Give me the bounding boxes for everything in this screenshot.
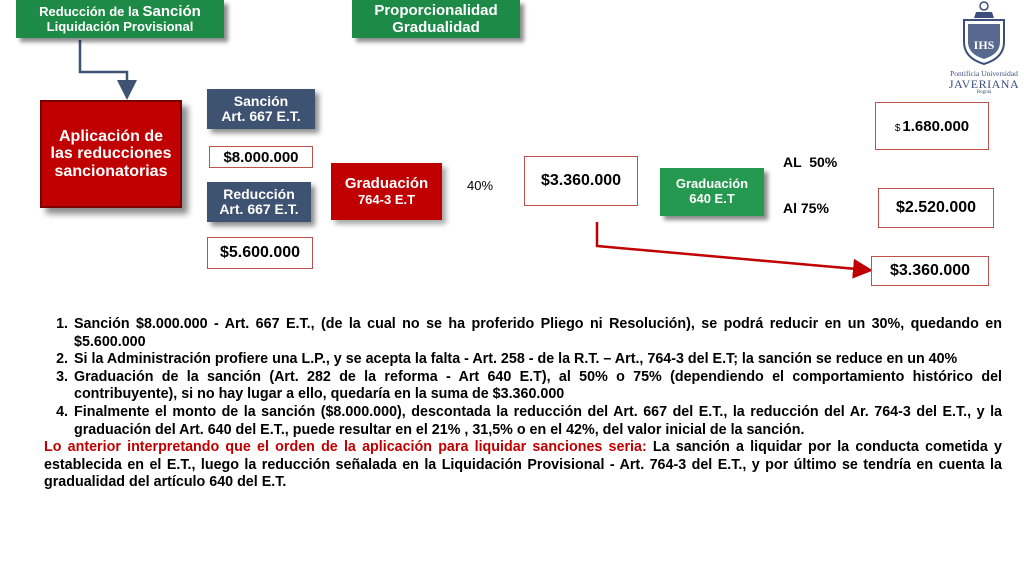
logo-line1: Pontificia Universidad — [950, 69, 1018, 78]
box-reduccion-line2: Liquidación Provisional — [46, 19, 194, 35]
box-reduccion-667 — [207, 182, 311, 222]
connector-reduccion-to-aplicacion — [80, 40, 127, 95]
note-item: 2. Si la Administración profiere una L.P., y se acepta la falta - Art. 258 - de la R.T. – Art., 764-3 del E.T; la sanción se reduce en un 40% — [72, 351, 1002, 369]
box-graduacion-764 — [331, 163, 442, 220]
conclusion-paragraph — [44, 439, 1002, 492]
box-aplicacion-reducciones — [40, 100, 182, 208]
logo-line2: JAVERIANA — [948, 77, 1020, 91]
logo-line3: Bogotá — [976, 90, 992, 95]
university-logo — [944, 0, 1024, 100]
connector-mid-to-final — [597, 222, 868, 270]
box-sancion-667 — [207, 89, 315, 129]
shield-icon — [956, 0, 1012, 66]
sancion-line1: Sanción — [233, 92, 289, 109]
box-graduacion-640 — [660, 168, 764, 216]
aplicacion-line2: las reducciones — [50, 145, 172, 163]
aplicacion-line1: Aplicación de — [58, 127, 164, 145]
reduccion-line1: Reducción — [223, 185, 295, 202]
label-pct-40: 40% — [467, 178, 494, 193]
value-reduccion: $5.600.000 — [207, 237, 313, 269]
value-1680-amount: 1.680.000 — [902, 117, 970, 135]
conclusion-red: Lo anterior interpretando que el orden de la aplicación para liquidar sanciones seria: — [44, 439, 647, 456]
value-mid: $3.360.000 — [524, 156, 638, 206]
note-item: 4. Finalmente el monto de la sanción ($8.000.000), descontada la reducción del Art. 667 del E.T., la reducción del Ar. 764-3 del E.T., y la graduación del Art. 640 del E.T., puede resultar en el 21% , 31,5% o en el 42%, del valor inicial de la sanción. — [72, 404, 1002, 439]
box-proporcionalidad — [352, 0, 520, 38]
note-item: 1. Sanción $8.000.000 - Art. 667 E.T., (de la cual no se ha proferido Pliego ni Resolución), se podrá reducir en un 30%, quedando en $5.600.000 — [72, 316, 1002, 351]
value-1680-currency: $ — [894, 122, 901, 134]
graduacion-764-line2: 764-3 E.T — [357, 191, 416, 207]
logo-monogram: IHS — [973, 38, 995, 52]
box-reduccion-line1: Reducción de la — [39, 3, 139, 19]
value-1680 — [875, 102, 989, 150]
box-reduccion-liquidacion — [16, 0, 224, 38]
notes-block — [40, 316, 1002, 492]
graduacion-764-line1: Graduación — [344, 175, 429, 193]
graduacion-640-line2: 640 E.T — [689, 191, 735, 206]
value-sancion: $8.000.000 — [209, 146, 313, 168]
reduccion-line2: Art. 667 E.T. — [219, 201, 299, 217]
value-2520: $2.520.000 — [878, 188, 994, 228]
value-3360-final: $3.360.000 — [871, 256, 989, 286]
box-proporcionalidad-line2: Gradualidad — [392, 19, 480, 36]
box-reduccion-emph: Sanción — [142, 2, 201, 20]
label-al-75: Al 75% — [783, 200, 829, 216]
box-proporcionalidad-line1: Proporcionalidad — [374, 1, 498, 19]
aplicacion-line3: sancionatorias — [54, 162, 168, 180]
label-al-50: AL 50% — [783, 154, 838, 170]
graduacion-640-line1: Graduación — [675, 176, 749, 192]
notes-list — [40, 316, 1002, 439]
note-item: 3. Graduación de la sanción (Art. 282 de la reforma - Art 640 E.T), al 50% o 75% (dependiendo el comportamiento histórico del contribuyente), si no hay lugar a ello, quedaría en la suma de $3.360.000 — [72, 369, 1002, 404]
conclusion-black: La sanción a liquidar por la conducta cometida y establecida en el E.T., luego la reducción señalada en la Liquidación Provisional - Art. 764-3 del E.T., y por último se tendría en cuenta la gradualidad del artículo 640 del E.T. — [44, 439, 1002, 491]
sancion-line2: Art. 667 E.T. — [221, 108, 301, 124]
